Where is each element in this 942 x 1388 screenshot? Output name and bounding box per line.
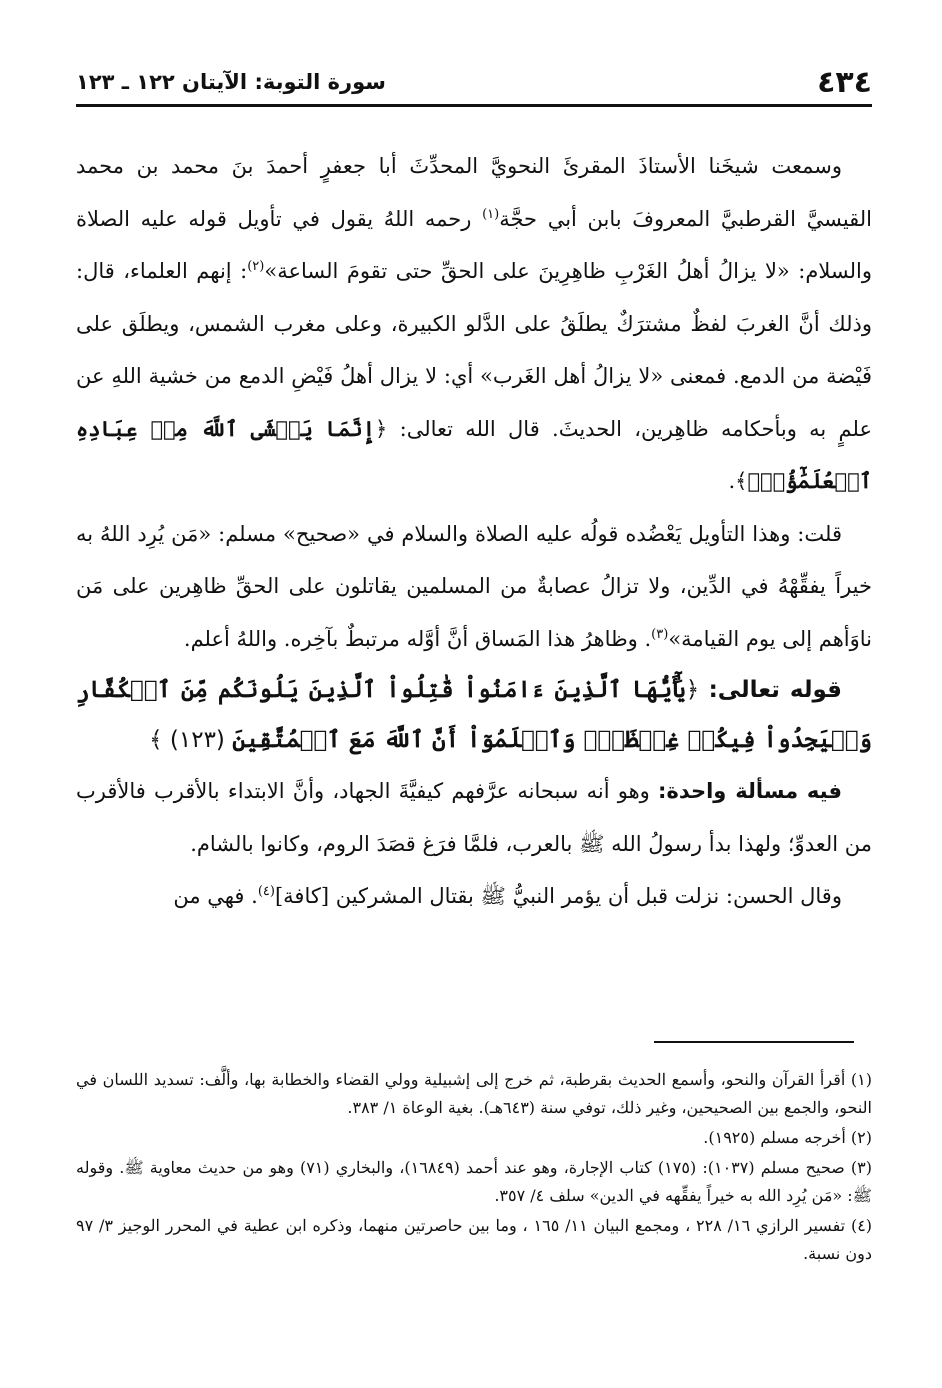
page-header <box>76 62 872 102</box>
footnote-1 <box>76 1066 872 1122</box>
ayah-number-marker: (١٢٣) <box>169 727 225 753</box>
footnote-2 <box>76 1124 872 1152</box>
paragraph-1 <box>76 140 872 508</box>
footnote-ref-2[interactable]: (٢) <box>247 259 265 274</box>
footnotes <box>76 1066 872 1270</box>
footnote-4 <box>76 1212 872 1268</box>
quran-quote-inline: إِنَّمَا يَخۡشَى ٱللَّهَ مِنۡ عِبَادِهِ ٱلۡعُلَمَٰٓؤُاْۗ <box>76 415 872 493</box>
paragraph-1-text-2: رحمه اللهُ يقول في تأويل قوله عليه الصلاة والسلام: «لا يزالُ أهلُ الغَرْبِ ظاهِرِينَ على الحقِّ حتى تقومَ الساعة» <box>76 206 872 283</box>
footnote-ref-3[interactable]: (٣) <box>651 626 669 642</box>
paragraph-1-text: وسمعت شيخَنا الأستاذَ المقرئَ النحويَّ المحدِّثَ أبا جعفرٍ أحمدَ بنَ محمد بن محمد القيسيَّ القرطبيَّ المعروفَ بابن أبي حجَّة <box>76 154 873 231</box>
quran-open-bracket: ﴿ <box>375 416 388 441</box>
paragraph-4 <box>76 870 872 923</box>
paragraph-2-text-2: . وظاهرُ هذا المَساق أنَّ أوَّله مرتبطٌ بآخِره. واللهُ أعلم. <box>183 626 652 651</box>
footnote-3-text: صحيح مسلم (١٠٣٧): (١٧٥) كتاب الإجارة، وهو عند أحمد (١٦٨٤٩)، والبخاري (٧١) وهو من حديث معاوية ﷺ. وقوله ﷺ: «مَن يُرِد الله به خيراً يفقِّهه في الدين» سلف ٤/ ٣٥٧. <box>76 1158 872 1205</box>
footnote-3-number: (٣) <box>850 1158 872 1177</box>
footnote-separator <box>654 1041 854 1043</box>
verse-open-bracket: ﴿ <box>685 677 700 703</box>
footnote-1-text: أقرأ القرآن والنحو، وأسمع الحديث بقرطبة، ثم خرج إلى إشبيلية وولي القضاء والخطابة بها، وألَّف: تسديد اللسان في النحو، والجمع بين الصحيحين، وغير ذلك، توفي سنة (٦٤٣هـ). بغية الوعاة ١/ ٣٨٣. <box>76 1070 872 1117</box>
footnote-4-number: (٤) <box>850 1216 873 1235</box>
paragraph-1-end: . <box>728 469 736 493</box>
quran-close-bracket: ﴾ <box>735 469 748 493</box>
footnote-2-number: (٢) <box>850 1128 872 1147</box>
ayah-number: ١٢٣ <box>178 727 216 753</box>
footnote-2-text: أخرجه مسلم (١٩٢٥). <box>703 1128 851 1147</box>
verse-heading <box>76 665 872 765</box>
paragraph-2-text: قلت: وهذا التأويل يَعْضُده قولُه عليه الصلاة والسلام في «صحيح» مسلم: «مَن يُرِد اللهُ به خيراً يفقِّهْهُ في الدِّين، ولا تزالُ عصابةٌ من المسلمين يقاتلون على الحقِّ ظاهِرين على مَن ناوَأهم إلى يوم القيامة» <box>76 521 872 651</box>
footnote-1-number: (١) <box>850 1070 872 1089</box>
verse-lead: قوله تعالى: <box>708 677 842 703</box>
running-title: سورة التوبة: الآيتان ١٢٢ ـ ١٢٣ <box>76 70 386 94</box>
header-rule <box>76 104 872 107</box>
paragraph-4-text-2: . فهي من <box>173 884 258 908</box>
footnote-ref-4[interactable]: (٤) <box>257 884 275 899</box>
paragraph-2 <box>76 508 872 666</box>
main-text <box>76 140 872 923</box>
footnote-3 <box>76 1154 872 1210</box>
paragraph-3-text: وهو أنه سبحانه عرَّفهم كيفيَّةَ الجهاد، وأنَّ الابتداء بالأقرب فالأقرب من العدوِّ؛ ولهذا بدأ رسولُ الله ﷺ بالعرب، فلمَّا فرَغ قصَدَ الروم، وكانوا بالشام. <box>76 779 872 856</box>
verse-close-bracket: ﴾ <box>149 727 163 753</box>
paragraph-4-text: وقال الحسن: نزلت قبل أن يؤمر النبيُّ ﷺ بقتال المشركين [كافة] <box>274 884 842 908</box>
paragraph-3 <box>76 765 872 870</box>
footnote-4-text: تفسير الرازي ١٦/ ٢٢٨ ، ومجمع البيان ١١/ ١٦٥ ، وما بين حاصرتين منهما، وذكره ابن عطية في المحرر الوجيز ٣/ ٩٧ دون نسبة. <box>76 1216 872 1263</box>
paragraph-1-text-3: : إنهم العلماء، قال: وذلك أنَّ الغربَ لفظٌ مشترَكٌ يطلَقُ على الدَّلو الكبيرة، وعلى مغرب الشمس، ويطلَق على فَيْضة من الدمع. فمعنى «لا يزالُ أهل الغَرب» أي: لا يزال أهلُ فَيْضِ الدمع من خشية اللهِ عن علمٍ به وبأحكامه ظاهِرين، الحديثَ. قال الله تعالى: <box>76 259 872 441</box>
verse-text: يَٰٓأَيُّهَا ٱلَّذِينَ ءَامَنُواْ قَٰتِلُواْ ٱلَّذِينَ يَلُونَكُم مِّنَ ٱلۡكُفَّارِ وَلۡيَجِدُواْ فِيكُمۡ غِلۡظَةٗۚ وَٱعۡلَمُوٓاْ أَنَّ ٱللَّهَ مَعَ ٱلۡمُتَّقِينَ <box>76 676 872 753</box>
issue-heading: فيه مسألة واحدة: <box>658 779 842 803</box>
page-number: ٤٣٤ <box>817 64 872 100</box>
footnote-ref-1[interactable]: (١) <box>482 206 500 222</box>
